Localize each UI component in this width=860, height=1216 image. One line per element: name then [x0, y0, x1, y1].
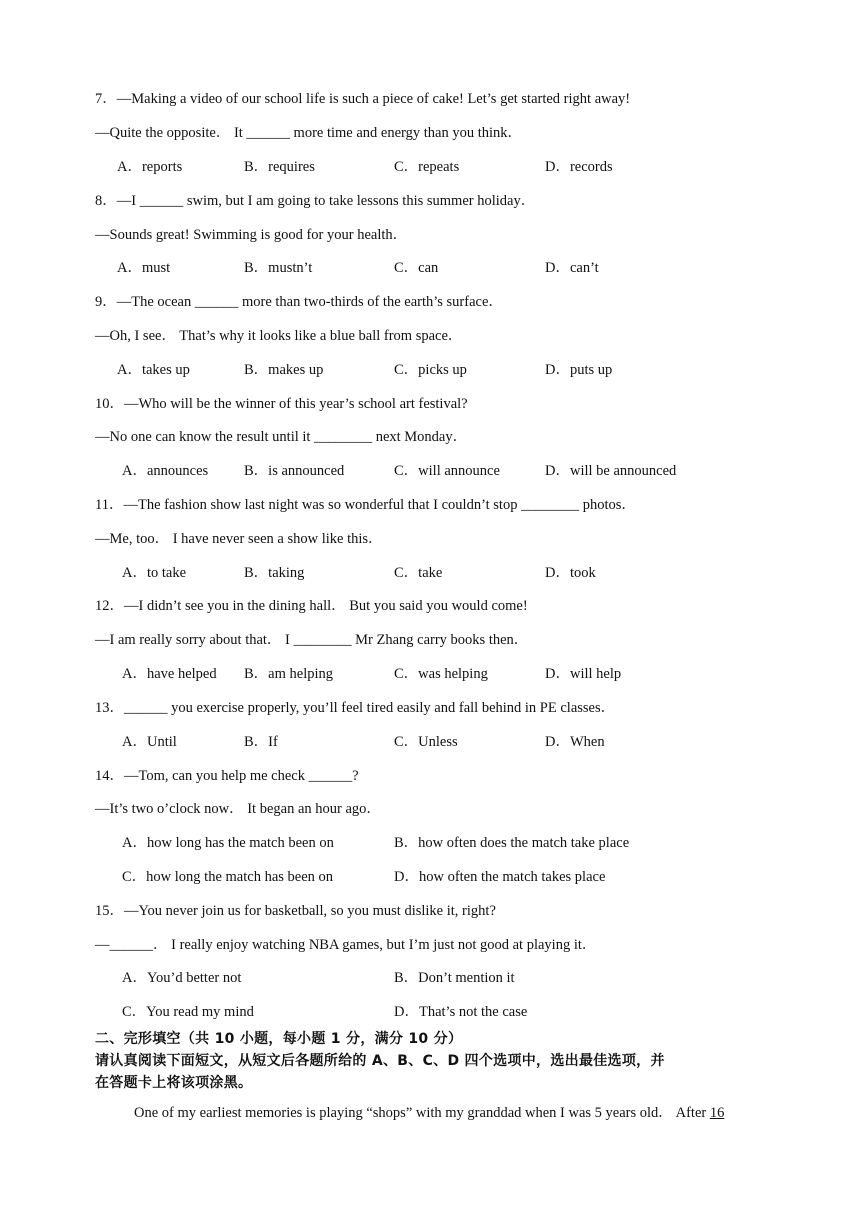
question-13-options [0, 732, 860, 752]
option-d: D．That’s not the case [394, 1004, 528, 1020]
question-14-options-row-2 [0, 867, 860, 887]
question-15-line-1: 15．—You never join us for basketball, so you must dislike it, right? [95, 903, 496, 919]
section-heading: 二、完形填空（共 10 小题，每小题 1 分，满分 10 分） [95, 1031, 463, 1047]
question-14-line-2: —It’s two o’clock now． It began an hour ago． [95, 801, 381, 817]
question-7-options [0, 157, 860, 177]
option-c: C．will announce [394, 463, 500, 479]
option-a: A．You’d better not [122, 970, 242, 986]
option-c: C．picks up [394, 362, 467, 378]
option-d: D．how often the match takes place [394, 869, 606, 885]
question-7-line-1: 7．—Making a video of our school life is such a piece of cake! Let’s get started right away! [95, 91, 631, 107]
option-b: B．taking [244, 565, 305, 581]
question-11-line-2: —Me, too． I have never seen a show like this． [95, 531, 383, 547]
option-a: A．must [117, 260, 171, 276]
question-8-line-2: —Sounds great! Swimming is good for your health． [95, 227, 408, 243]
option-c: C．was helping [394, 666, 488, 682]
section-instruction-line-1: 请认真阅读下面短文，从短文后各题所给的 A、B、C、D 四个选项中，选出最佳选项，并 [95, 1053, 665, 1069]
question-8-line-1: 8．—I ______ swim, but I am going to take lessons this summer holiday． [95, 193, 536, 209]
passage-text: One of my earliest memories is playing “shops” with my granddad when I was 5 years old． After [134, 1105, 710, 1121]
question-9-line-2: —Oh, I see． That’s why it looks like a blue ball from space． [95, 328, 463, 344]
blank-number: 16 [709, 1105, 725, 1121]
option-d: D．took [545, 565, 596, 581]
option-d: D．will help [545, 666, 622, 682]
question-11-line-1: 11．—The fashion show last night was so wonderful that I couldn’t stop ________ photos． [95, 497, 636, 513]
question-9-line-1: 9．—The ocean ______ more than two-thirds of the earth’s surface． [95, 294, 503, 310]
section-instruction-line-2: 在答题卡上将该项涂黑。 [95, 1075, 253, 1091]
option-c: C．how long the match has been on [122, 869, 334, 885]
option-d: D．can’t [545, 260, 599, 276]
option-d: D．When [545, 734, 605, 750]
option-b: B．If [244, 734, 278, 750]
question-9-options [0, 360, 860, 380]
option-a: A．reports [117, 159, 183, 175]
option-d: D．puts up [545, 362, 613, 378]
option-b: B．am helping [244, 666, 334, 682]
option-a: A．takes up [117, 362, 190, 378]
option-b: B．requires [244, 159, 315, 175]
question-8-options [0, 258, 860, 278]
passage-first-line [134, 1103, 724, 1123]
option-b: B．makes up [244, 362, 324, 378]
question-12-line-2: —I am really sorry about that． I ________ Mr Zhang carry books then． [95, 632, 529, 648]
question-15-options-row-1 [0, 968, 860, 988]
option-a: A．announces [122, 463, 209, 479]
option-a: A．how long has the match been on [122, 835, 334, 851]
option-c: C．Unless [394, 734, 458, 750]
option-c: C．take [394, 565, 443, 581]
option-c: C．You read my mind [122, 1004, 254, 1020]
option-c: C．can [394, 260, 439, 276]
question-12-line-1: 12．—I didn’t see you in the dining hall． But you said you would come! [95, 598, 528, 614]
question-14-options-row-1 [0, 833, 860, 853]
question-13-line-1: 13．______ you exercise properly, you’ll feel tired easily and fall behind in PE classes． [95, 700, 616, 716]
option-a: A．Until [122, 734, 177, 750]
option-a: A．to take [122, 565, 187, 581]
option-a: A．have helped [122, 666, 217, 682]
question-10-options [0, 461, 860, 481]
question-7-line-2: —Quite the opposite． It ______ more time and energy than you think． [95, 125, 523, 141]
question-11-options [0, 563, 860, 583]
option-c: C．repeats [394, 159, 460, 175]
question-12-options [0, 664, 860, 684]
option-b: B．Don’t mention it [394, 970, 515, 986]
option-b: B．is announced [244, 463, 345, 479]
question-10-line-1: 10．—Who will be the winner of this year’s school art festival? [95, 396, 468, 412]
option-d: D．will be announced [545, 463, 677, 479]
option-d: D．records [545, 159, 613, 175]
question-15-options-row-2 [0, 1002, 860, 1022]
option-b: B．mustn’t [244, 260, 313, 276]
question-15-line-2: —______． I really enjoy watching NBA games, but I’m just not good at playing it． [95, 937, 597, 953]
question-10-line-2: —No one can know the result until it ________ next Monday． [95, 429, 468, 445]
option-b: B．how often does the match take place [394, 835, 630, 851]
question-14-line-1: 14．—Tom, can you help me check ______? [95, 768, 359, 784]
